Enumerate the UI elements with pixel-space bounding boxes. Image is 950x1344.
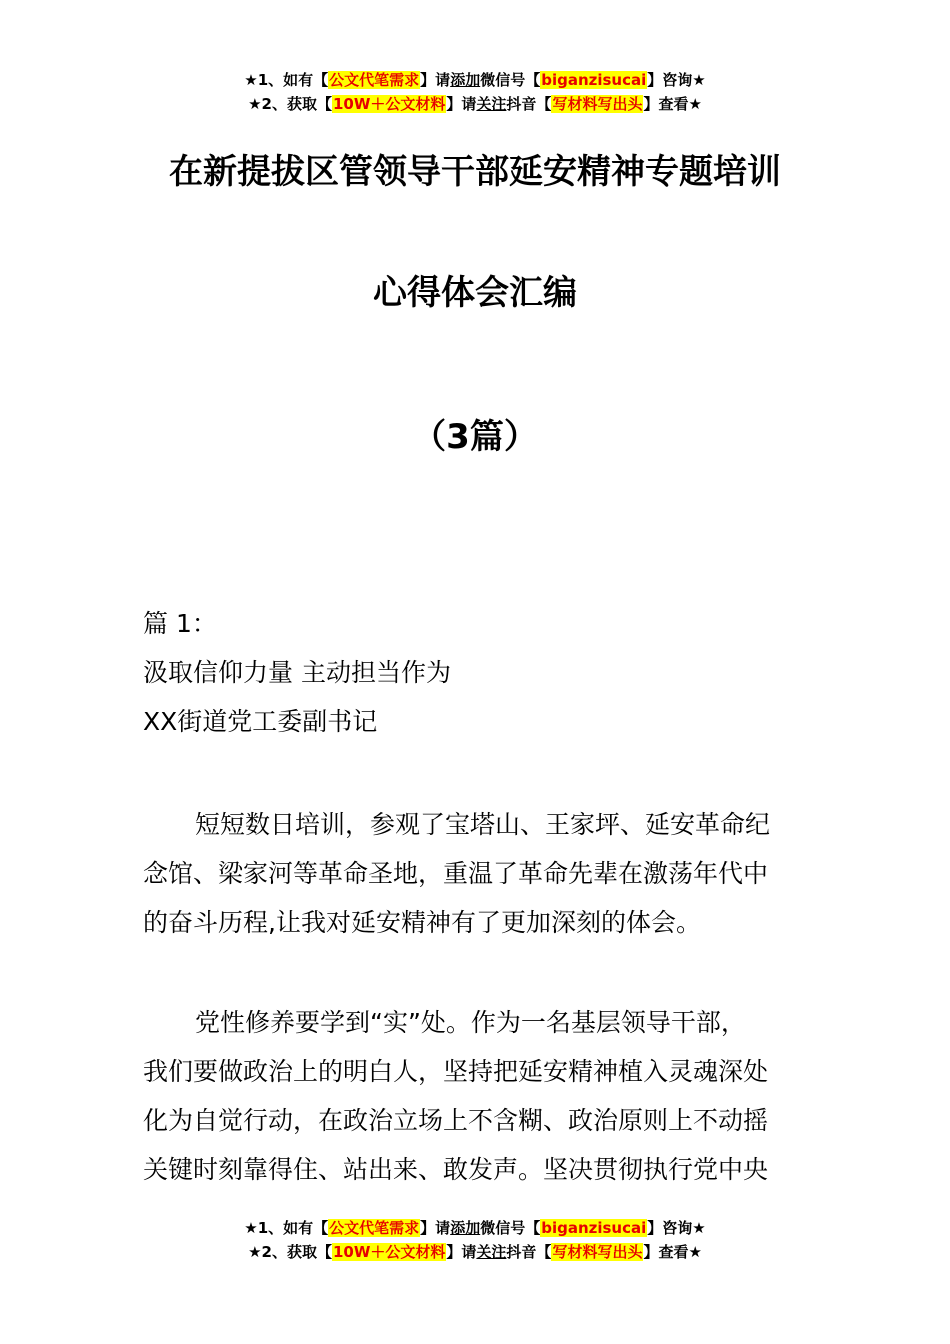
header-banner [0,68,950,116]
banner-text: 抖音【 [506,95,552,113]
banner-text: 微信号【 [480,71,541,89]
banner-douyin-id: 写材料写出头 [552,1243,643,1261]
banner-text: ★1、如有【 [244,1219,329,1237]
article-author: XX街道党工委副书记 [143,707,378,736]
paragraph-line: 党性修养要学到“实”处。作为一名基层领导干部， [195,1008,746,1037]
banner-text: 微信号【 [480,1219,541,1237]
banner-text: ★1、如有【 [244,71,329,89]
article-heading: 汲取信仰力量 主动担当作为 [143,658,451,687]
banner-highlight: 10W＋公文材料 [332,1243,446,1261]
document-title-count: （3篇） [412,417,538,457]
footer-banner [0,1216,950,1264]
banner-line-2 [0,92,950,116]
banner-line-2 [0,1240,950,1264]
banner-text: 】请 [446,95,477,113]
paragraph-line: 的奋斗历程,让我对延安精神有了更加深刻的体会。 [143,908,701,937]
banner-text: 】请 [446,1243,477,1261]
banner-text: 】请 [420,1219,451,1237]
banner-wechat-id: biganzisucai [541,1219,647,1237]
banner-wechat-id: biganzisucai [541,71,647,89]
paragraph-line: 短短数日培训，参观了宝塔山、王家坪、延安革命纪 [195,810,771,839]
banner-underlined-text: 添加 [450,1219,481,1237]
banner-highlight: 公文代笔需求 [329,71,420,89]
banner-highlight: 10W＋公文材料 [332,95,446,113]
banner-text: 抖音【 [506,1243,552,1261]
banner-text: 】咨询★ [647,1219,706,1237]
banner-text: 】请 [420,71,451,89]
banner-douyin-id: 写材料写出头 [552,95,643,113]
body-paragraph-2 [143,998,808,1194]
paragraph-line: 关键时刻靠得住、站出来、敢发声。坚决贯彻执行党中央 [143,1155,769,1184]
banner-text: 】咨询★ [647,71,706,89]
paragraph-line: 念馆、梁家河等革命圣地，重温了革命先辈在激荡年代中 [143,859,769,888]
banner-line-1 [0,1216,950,1240]
part-label: 篇 1： [143,609,217,638]
banner-text: 】查看★ [643,95,702,113]
banner-highlight: 公文代笔需求 [329,1219,420,1237]
body-paragraph-1 [143,800,808,947]
banner-text: 】查看★ [643,1243,702,1261]
banner-underlined-text: 添加 [450,71,481,89]
banner-line-1 [0,68,950,92]
paragraph-line: 我们要做政治上的明白人，坚持把延安精神植入灵魂深处 [143,1057,769,1086]
banner-text: ★2、获取【 [248,95,332,113]
paragraph-line: 化为自觉行动，在政治立场上不含糊、政治原则上不动摇 [143,1106,769,1135]
document-title-line-1: 在新提拔区管领导干部延安精神专题培训 [169,152,781,192]
document-title-line-2: 心得体会汇编 [373,273,577,313]
banner-text: ★2、获取【 [248,1243,332,1261]
banner-underlined-text: 关注 [476,95,507,113]
banner-underlined-text: 关注 [476,1243,507,1261]
